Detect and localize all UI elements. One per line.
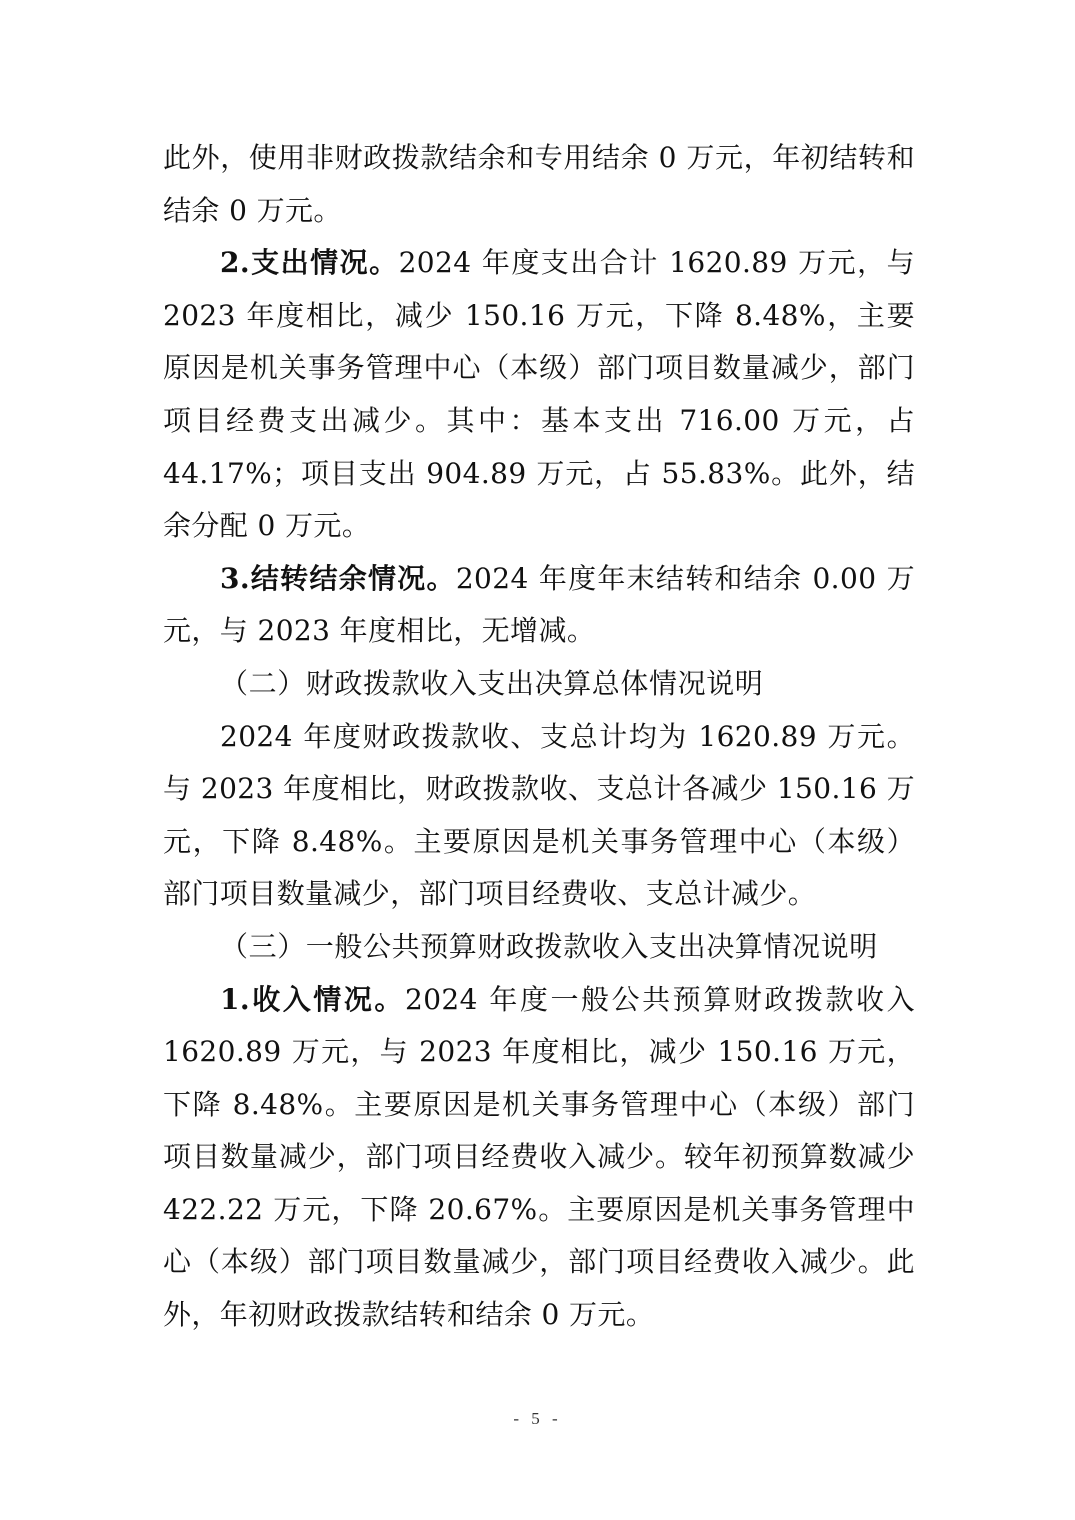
paragraph-income [163, 974, 915, 1342]
section-lead: 1.收入情况。 [220, 982, 405, 1016]
document-body [163, 132, 915, 1342]
section-heading-2: （二）财政拨款收入支出决算总体情况说明 [220, 666, 764, 700]
page-number: - 5 - [513, 1409, 562, 1428]
paragraph-text: 此外，使用非财政拨款结余和专用结余 0 万元，年初结转和结余 0 万元。 [163, 141, 915, 227]
section-heading-3: （三）一般公共预算财政拨款收入支出决算情况说明 [220, 929, 878, 963]
paragraph-text: 2024 年度一般公共预算财政拨款收入 1620.89 万元，与 2023 年度相比，减少 150.16 万元，下降 8.48%。主要原因是机关事务管理中心（本级）部门项目数量减少，部门项目经费收入减少。较年初预算数减少 422.22 万元，下降 20.67%。主要原因是机关事务管理中心（本级）部门项目数量减少，部门项目经费收入减少。此外，年初财政拨款结转和结余 0 万元。 [163, 982, 916, 1332]
paragraph-text: 2024 年度财政拨款收、支总计均为 1620.89 万元。与 2023 年度相比，财政拨款收、支总计各减少 150.16 万元，下降 8.48%。主要原因是机关事务管理中心（本级）部门项目数量减少，部门项目经费收、支总计减少。 [163, 719, 915, 911]
paragraph-carryover [163, 132, 915, 237]
section-lead: 3.结转结余情况。 [220, 561, 456, 595]
section-lead: 2.支出情况。 [220, 246, 399, 280]
paragraph-fiscal-total [163, 711, 915, 921]
paragraph-carryover-balance [163, 553, 915, 658]
paragraph-text: 2024 年度支出合计 1620.89 万元，与 2023 年度相比，减少 150.16 万元，下降 8.48%，主要原因是机关事务管理中心（本级）部门项目数量减少，部门项目经费支出减少。其中：基本支出 716.00 万元，占 44.17%；项目支出 904.89 万元，占 55.83%。此外，结余分配 0 万元。 [163, 246, 915, 543]
paragraph-expenditure [163, 237, 915, 553]
paragraph-text: 2024 年度年末结转和结余 0.00 万元，与 2023 年度相比，无增减。 [163, 561, 915, 648]
